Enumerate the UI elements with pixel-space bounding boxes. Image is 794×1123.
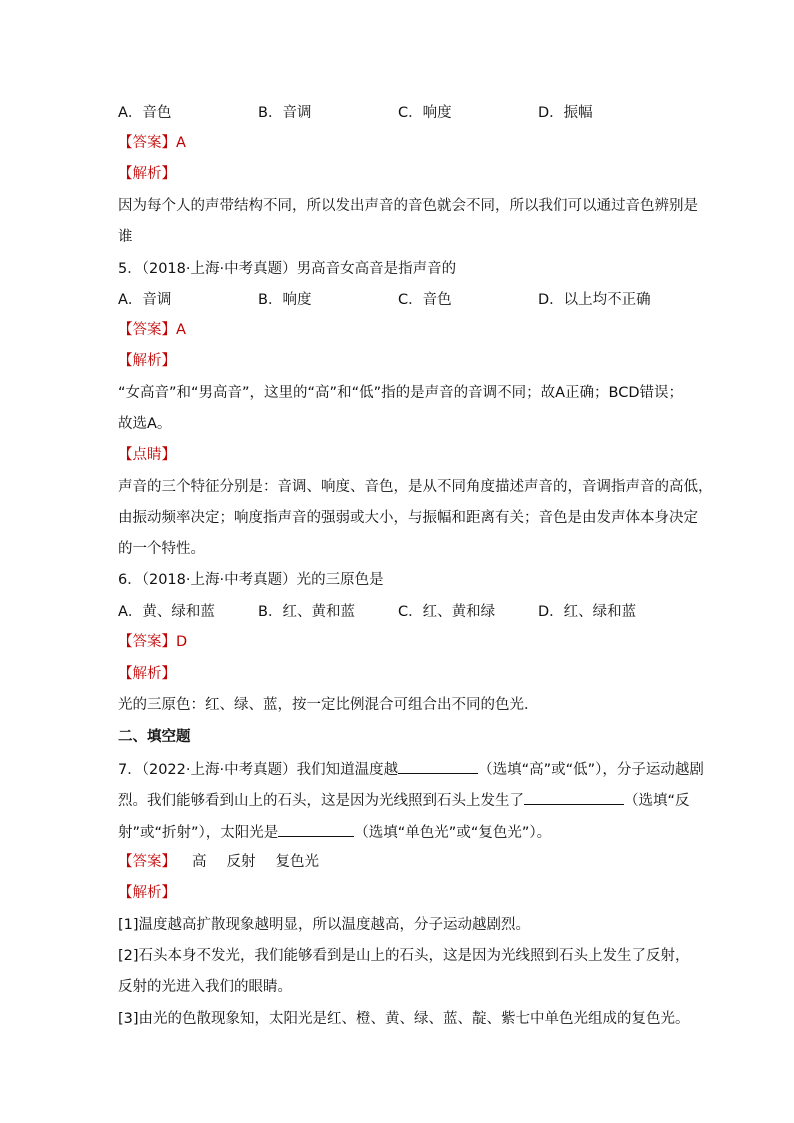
- section-heading: 二、填空题: [118, 729, 191, 745]
- q5-analysis-tag: 【解析】: [118, 353, 176, 369]
- q4-analysis-line-1: 因为每个人的声带结构不同，所以发出声音的音色就会不同，所以我们可以通过音色辨别是: [118, 198, 698, 214]
- q7-stem-line-2-a: 烈。我们能够看到山上的石头，这是因为光线照到石头上发生了: [118, 793, 524, 809]
- q4-option-b: B．音调: [258, 105, 312, 121]
- q6-stem: 6．（2018·上海·中考真题）光的三原色是: [118, 572, 384, 588]
- q6-analysis-tag: 【解析】: [118, 666, 176, 682]
- q7-analysis-3: [3]由光的色散现象知，太阳光是红、橙、黄、绿、蓝、靛、紫七中单色光组成的复色光。: [118, 1011, 690, 1027]
- q7-stem-line-1-a: 7．（2022·上海·中考真题）我们知道温度越: [118, 762, 399, 778]
- q7-stem-line-2: [118, 789, 690, 811]
- q6-answer: 【答案】D: [118, 634, 188, 650]
- q7-analysis-2-line-1: [2]石头本身不发光，我们能够看到是山上的石头，这是因为光线照到石头上发生了反射，: [118, 948, 690, 964]
- q4-option-d: D．振幅: [538, 105, 593, 121]
- q5-option-d: D．以上均不正确: [538, 292, 651, 308]
- q7-answer-3: 复色光: [275, 854, 319, 870]
- q7-blank-3: [278, 821, 354, 837]
- q5-stem: 5．（2018·上海·中考真题）男高音女高音是指声音的: [118, 261, 457, 277]
- q5-option-a: A．音调: [118, 292, 172, 308]
- q5-note-line-3: 的一个特性。: [118, 541, 205, 557]
- q6-option-c: C．红、黄和绿: [398, 604, 496, 620]
- q7-stem-line-2-b: （选填“反: [624, 793, 690, 809]
- q6-option-a: A．黄、绿和蓝: [118, 604, 215, 620]
- q6-analysis-line-1: 光的三原色：红、绿、蓝，按一定比例混合可组合出不同的色光．: [118, 697, 539, 713]
- q7-stem-line-3-b: （选填“单色光”或“复色光”）。: [354, 825, 552, 841]
- q7-analysis-1: [1]温度越高扩散现象越明显，所以温度越高，分子运动越剧烈。: [118, 917, 531, 933]
- q5-analysis-line-2: 故选A。: [118, 416, 172, 432]
- q5-note-tag: 【点睛】: [118, 447, 176, 463]
- q7-answer: [118, 852, 319, 872]
- q4-option-c: C．响度: [398, 105, 452, 121]
- q7-analysis-tag: 【解析】: [118, 885, 176, 901]
- q4-analysis-tag: 【解析】: [118, 166, 176, 182]
- q7-stem-line-3-a: 射”或“折射”），太阳光是: [118, 825, 279, 841]
- q4-analysis-line-2: 谁: [118, 229, 133, 245]
- q5-note-line-2: 由振动频率决定；响度指声音的强弱或大小，与振幅和距离有关；音色是由发声体本身决定: [118, 510, 698, 526]
- q6-option-d: D．红、绿和蓝: [538, 604, 637, 620]
- q7-blank-2: [524, 789, 624, 805]
- q5-option-b: B．响度: [258, 292, 312, 308]
- q7-analysis-2-line-2: 反射的光进入我们的眼睛。: [118, 979, 292, 995]
- q5-note-line-1: 声音的三个特征分别是：音调、响度、音色，是从不同角度描述声音的，音调指声音的高低，: [118, 479, 713, 495]
- q4-option-a: A．音色: [118, 105, 172, 121]
- q7-answer-tag: 【答案】: [118, 854, 176, 870]
- q7-stem-line-1-b: （选填“高”或“低”），分子运动越剧: [478, 762, 704, 778]
- q5-option-c: C．音色: [398, 292, 452, 308]
- q4-answer: 【答案】A: [118, 135, 186, 151]
- q7-stem-line-3: [118, 821, 551, 843]
- q7-answer-2: 反射: [226, 854, 256, 870]
- q6-option-b: B．红、黄和蓝: [258, 604, 355, 620]
- q7-blank-1: [398, 758, 478, 774]
- q7-answer-1: 高: [192, 854, 207, 870]
- q5-analysis-line-1: “女高音”和“男高音”，这里的“高”和“低”指的是声音的音调不同；故A正确；BCD错误；: [118, 385, 683, 401]
- q7-stem-line-1: [118, 758, 704, 780]
- q5-answer: 【答案】A: [118, 322, 186, 338]
